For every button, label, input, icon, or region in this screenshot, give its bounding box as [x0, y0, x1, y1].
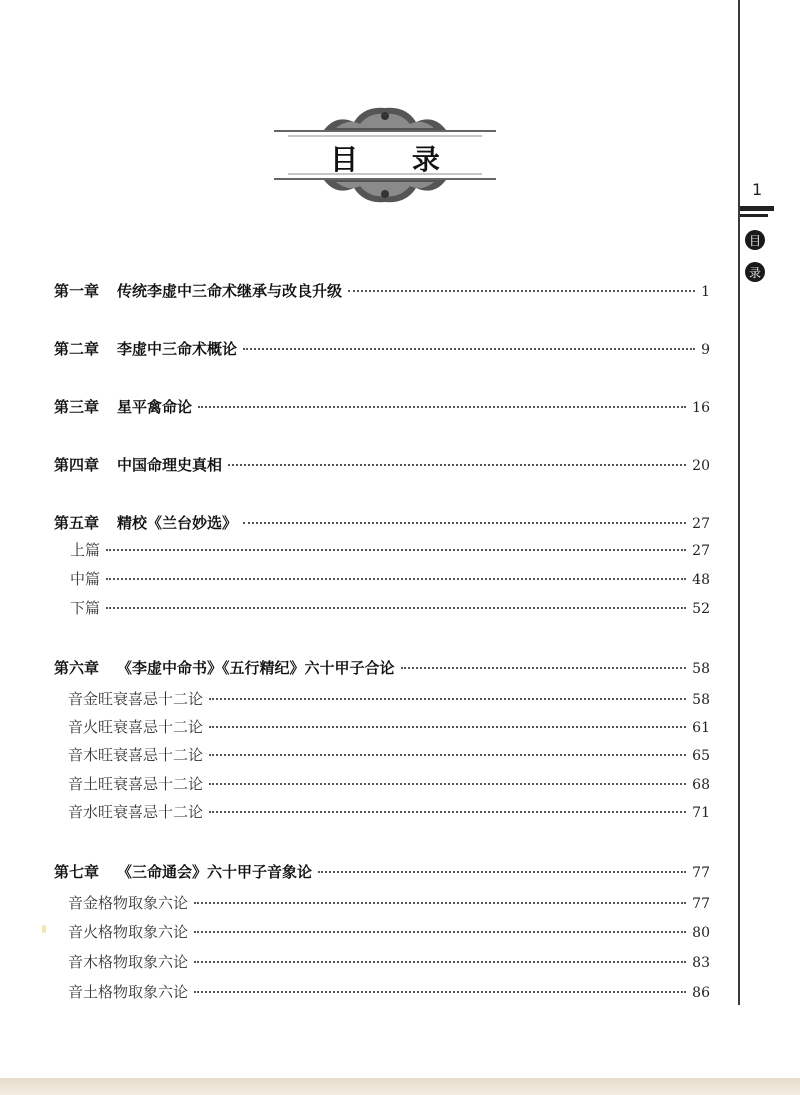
toc-page-number: 58: [692, 661, 710, 677]
toc-chapter-label: 第二章: [54, 340, 100, 358]
toc-page-number: 27: [692, 543, 710, 559]
toc-page-number: 9: [701, 342, 710, 358]
toc-section-row[interactable]: [70, 568, 710, 592]
toc-entry-title: 《三命通会》六十甲子音象论: [117, 863, 313, 881]
toc-section-row[interactable]: [68, 744, 710, 768]
toc-chapter-row[interactable]: [54, 338, 710, 362]
toc-entry-title: 音火旺衰喜忌十二论: [68, 718, 204, 736]
toc-chapter-label: 第五章: [54, 514, 100, 532]
toc-page-number: 20: [692, 458, 710, 474]
toc-page-number: 80: [692, 925, 710, 941]
dot-leader: [209, 726, 686, 728]
toc-entry-title: 传统李虚中三命术继承与改良升级: [117, 282, 343, 300]
toc-chapter-row[interactable]: [54, 861, 710, 885]
dot-leader: [194, 902, 686, 904]
toc-header: [274, 100, 496, 208]
toc-page-number: 61: [692, 720, 710, 736]
toc-chapter-label: 第三章: [54, 398, 100, 416]
toc-page-number: 83: [692, 955, 710, 971]
toc-entry-title: 上篇: [70, 541, 101, 559]
faint-mark: [42, 925, 46, 933]
toc-section-row[interactable]: [68, 773, 710, 797]
toc-entry-title: 音金格物取象六论: [68, 894, 189, 912]
dot-leader: [194, 961, 686, 963]
toc-page-number: 68: [692, 777, 710, 793]
dot-leader: [209, 698, 686, 700]
toc-chapter-label: 第七章: [54, 863, 100, 881]
toc-chapter-row[interactable]: [54, 396, 710, 420]
toc-chapter-label: 第四章: [54, 456, 100, 474]
toc-page-number: 16: [692, 400, 710, 416]
toc-page-number: 71: [692, 805, 710, 821]
toc-section-row[interactable]: [68, 716, 710, 740]
toc-title: 目 录: [330, 143, 462, 176]
toc-section-row[interactable]: [68, 921, 710, 945]
dot-leader: [194, 991, 686, 993]
dot-leader: [348, 290, 695, 292]
toc-section-row[interactable]: [68, 892, 710, 916]
toc-section-row[interactable]: [68, 951, 710, 975]
toc-page-number: 1: [701, 284, 710, 300]
margin-rule: [738, 0, 740, 1005]
dot-leader: [209, 811, 686, 813]
toc-chapter-row[interactable]: [54, 657, 710, 681]
toc-entry-title: 中篇: [70, 570, 101, 588]
toc-page-number: 77: [692, 865, 710, 881]
toc-page-number: 27: [692, 516, 710, 532]
toc-entry-title: 音木旺衰喜忌十二论: [68, 746, 204, 764]
dot-leader: [106, 607, 686, 609]
toc-entry-title: 音土格物取象六论: [68, 983, 189, 1001]
dot-leader: [209, 783, 686, 785]
toc-page-number: 48: [692, 572, 710, 588]
toc-entry-title: 音火格物取象六论: [68, 923, 189, 941]
dot-leader: [106, 549, 686, 551]
tab-decoration: [740, 206, 774, 217]
side-tab-char-mu: 目: [745, 230, 765, 250]
toc-entry-title: 中国命理史真相: [117, 456, 223, 474]
toc-entry-title: 下篇: [70, 599, 101, 617]
toc-page-number: 86: [692, 985, 710, 1001]
toc-entry-title: 《李虚中命书》《五行精纪》六十甲子合论: [117, 659, 395, 677]
toc-section-row[interactable]: [68, 688, 710, 712]
toc-section-row[interactable]: [68, 981, 710, 1005]
toc-chapter-label: 第六章: [54, 659, 100, 677]
dot-leader: [198, 406, 686, 408]
toc-entry-title: 音金旺衰喜忌十二论: [68, 690, 204, 708]
toc-page-number: 77: [692, 896, 710, 912]
toc-chapter-row[interactable]: [54, 512, 710, 536]
dot-leader: [106, 578, 686, 580]
toc-section-row[interactable]: [70, 597, 710, 621]
dot-leader: [194, 931, 686, 933]
toc-section-row[interactable]: [70, 539, 710, 563]
toc-entry-title: 星平禽命论: [117, 398, 193, 416]
toc-entry-title: 音木格物取象六论: [68, 953, 189, 971]
page-bottom-band: [0, 1078, 800, 1095]
toc-page-number: 58: [692, 692, 710, 708]
toc-chapter-row[interactable]: [54, 280, 710, 304]
toc-section-row[interactable]: [68, 801, 710, 825]
side-tab-char-lu: 录: [745, 262, 765, 282]
dot-leader: [209, 754, 686, 756]
dot-leader: [243, 348, 695, 350]
toc-entry-title: 李虚中三命术概论: [117, 340, 238, 358]
dot-leader: [318, 871, 686, 873]
toc-chapter-label: 第一章: [54, 282, 100, 300]
toc-entry-title: 音水旺衰喜忌十二论: [68, 803, 204, 821]
toc-chapter-row[interactable]: [54, 454, 710, 478]
dot-leader: [228, 464, 686, 466]
page-number: 1: [752, 180, 763, 199]
toc-page-number: 65: [692, 748, 710, 764]
dot-leader: [243, 522, 686, 524]
toc-page-number: 52: [692, 601, 710, 617]
dot-leader: [401, 667, 687, 669]
toc-entry-title: 音土旺衰喜忌十二论: [68, 775, 204, 793]
toc-entry-title: 精校《兰台妙选》: [117, 514, 238, 532]
